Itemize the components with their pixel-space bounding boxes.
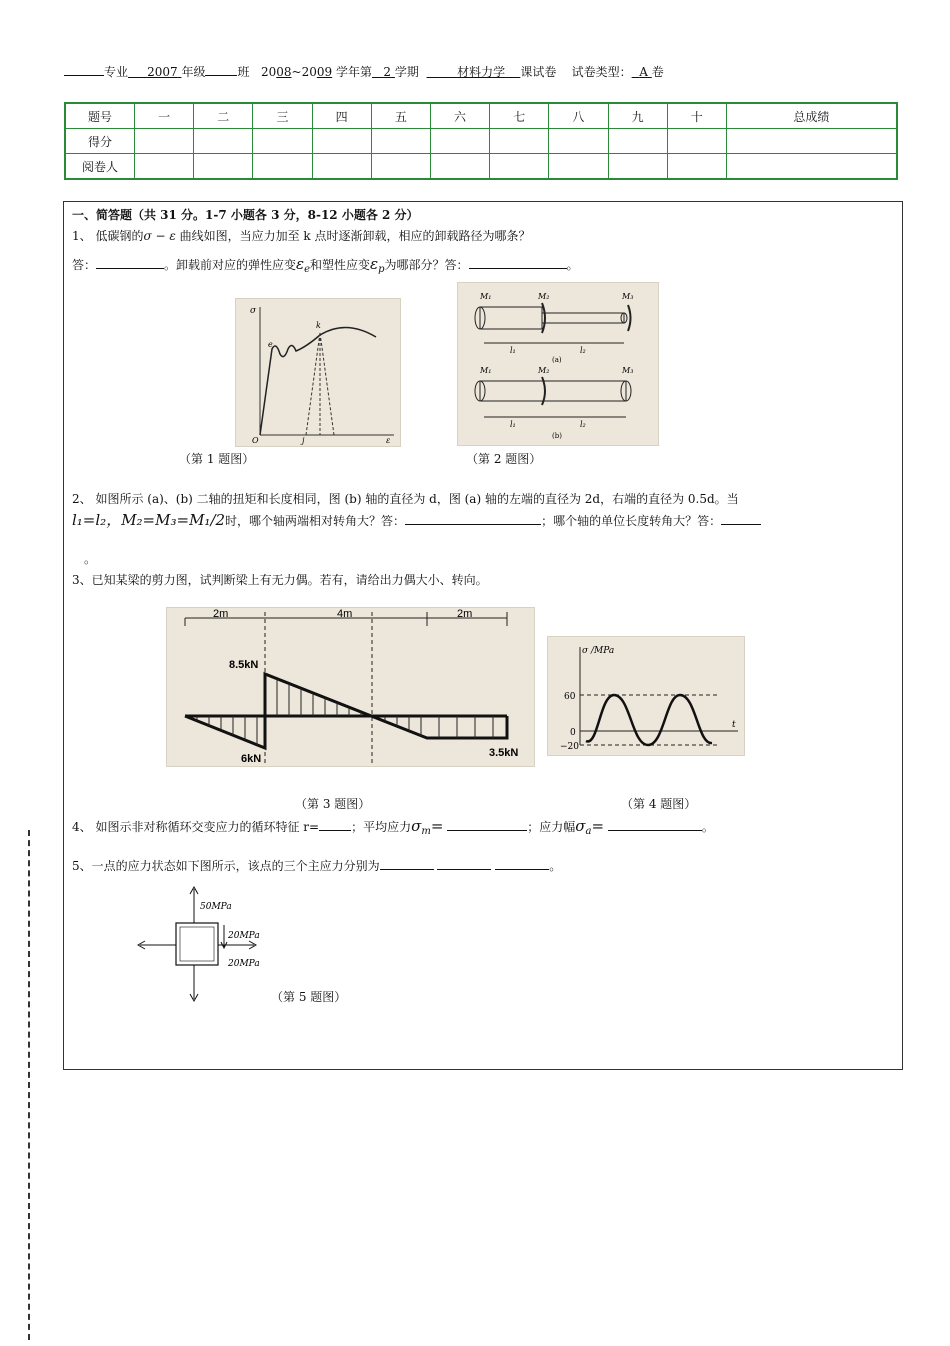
- fig2a-caption: (a): [552, 356, 562, 364]
- score-cell[interactable]: [194, 129, 253, 154]
- score-cell[interactable]: [608, 129, 667, 154]
- score-header-cell: 九: [608, 103, 667, 129]
- q5-blank-1[interactable]: [380, 857, 434, 870]
- fig2b-l1: l₁: [510, 420, 516, 429]
- grader-cell[interactable]: [135, 154, 194, 180]
- fig1-j-label: j: [302, 436, 305, 445]
- figure-5-stress-element: [134, 885, 264, 1005]
- course-label: 课试卷: [520, 65, 557, 79]
- grader-cell[interactable]: [253, 154, 312, 180]
- academic-year: 2008~2009 学年第: [260, 65, 372, 79]
- question-2-line: 2、 如图所示 (a)、(b) 二轴的扭矩和长度相同，图 (b) 轴的直径为 d，图 (a) 轴的左端的直径为 2d，右端的直径为 0.5d。当: [72, 492, 739, 506]
- score-table-header-row: [65, 103, 897, 129]
- q1-answer-blank-1[interactable]: [96, 256, 164, 269]
- course-field: 材料力学: [457, 65, 506, 79]
- score-cell[interactable]: [490, 129, 549, 154]
- major-label: 专业: [104, 65, 129, 79]
- fig2b-l2: l₂: [580, 420, 586, 429]
- score-header-cell: 十: [667, 103, 726, 129]
- score-cell[interactable]: [726, 129, 897, 154]
- exam-section-box: [63, 201, 903, 1070]
- fig2a-m2: M₂: [538, 292, 550, 301]
- fig3-value-3: 3.5kN: [489, 747, 519, 759]
- fig1-epsilon-label: ε: [386, 436, 391, 445]
- fig2a-l2: l₂: [580, 346, 586, 355]
- fig4-tick-60: 60: [564, 692, 576, 702]
- figure-1-stress-strain: [235, 298, 401, 447]
- fig1-sigma-label: σ: [250, 306, 257, 316]
- q5-blank-3[interactable]: [495, 857, 549, 870]
- major-blank[interactable]: [64, 63, 104, 76]
- grader-cell[interactable]: [667, 154, 726, 180]
- score-cell[interactable]: [253, 129, 312, 154]
- fig4-y-label: σ /MPa: [582, 646, 615, 656]
- q4-mean-blank[interactable]: [447, 818, 527, 831]
- score-cell[interactable]: [667, 129, 726, 154]
- score-cell[interactable]: [312, 129, 371, 154]
- fig5-label-2: 20MPa: [228, 931, 260, 941]
- fig5-label-1: 50MPa: [200, 902, 232, 912]
- fig5-label-3: 20MPa: [228, 959, 260, 969]
- type-label: 试卷类型：: [571, 65, 632, 79]
- fig2b-caption: (b): [552, 432, 562, 440]
- score-header-cell: 四: [312, 103, 371, 129]
- shear-force-diagram: [167, 608, 534, 766]
- score-header-cell: 二: [194, 103, 253, 129]
- figure-5-caption: （第 5 题图）: [271, 990, 347, 1004]
- fig3-value-2: 6kN: [241, 753, 262, 765]
- shafts-diagram: [458, 283, 658, 445]
- score-header-cell: 一: [135, 103, 194, 129]
- question-2-answer-line: l₁=l₂，M₂=M₃=M₁/2时，哪个轴两端相对转角大？答： ；哪个轴的单位长度转角大？答：: [72, 509, 761, 530]
- grader-cell[interactable]: [490, 154, 549, 180]
- grade-label: 年级: [181, 65, 206, 79]
- q2-answer-blank-2[interactable]: [721, 512, 761, 525]
- fig1-k-label: k: [316, 321, 321, 330]
- class-label: 班: [237, 65, 250, 79]
- stress-strain-diagram: [236, 299, 400, 446]
- figure-4-caption: （第 4 题图）: [621, 797, 697, 811]
- fig2a-m3: M₃: [622, 292, 634, 301]
- fig1-origin-label: O: [252, 436, 259, 445]
- section-title: 一、简答题（共 31 分。1-7 小题各 3 分，8-12 小题各 2 分）: [72, 208, 419, 222]
- q2-answer-blank-1[interactable]: [405, 512, 541, 525]
- q1-answer-blank-2[interactable]: [469, 256, 567, 269]
- grader-row: [65, 154, 897, 180]
- binding-cut-line: [28, 830, 30, 1340]
- fig3-value-1: 8.5kN: [229, 659, 259, 671]
- score-row: [65, 129, 897, 154]
- score-header-cell: 总成绩: [726, 103, 897, 129]
- fig2b-m2: M₂: [538, 366, 550, 375]
- year-field: 2007: [147, 65, 178, 79]
- score-cell[interactable]: [135, 129, 194, 154]
- stress-element-diagram: [134, 885, 264, 1005]
- grader-cell[interactable]: [608, 154, 667, 180]
- question-4-line: 4、 如图示非对称循环交变应力的循环特征 r= ；平均应力$\sigma_m=$ ；应力幅$\sigma_a=$ 。: [72, 817, 714, 837]
- grader-row-label: 阅卷人: [65, 154, 135, 180]
- figure-2-shafts: [457, 282, 659, 446]
- fig1-e-label: e: [268, 340, 273, 349]
- figure-3-caption: （第 3 题图）: [295, 797, 371, 811]
- grader-cell[interactable]: [430, 154, 489, 180]
- figure-4-cyclic-stress: [547, 636, 745, 756]
- fig3-dim-3: 2m: [457, 608, 473, 620]
- fig4-tick-neg20: −20: [560, 742, 579, 752]
- score-header-cell: 三: [253, 103, 312, 129]
- exam-header: [64, 63, 884, 80]
- figure-1-caption: （第 1 题图）: [179, 452, 255, 466]
- fig2b-m1: M₁: [480, 366, 492, 375]
- fig4-tick-0: 0: [570, 728, 576, 738]
- fig2b-m3: M₃: [622, 366, 634, 375]
- q4-amplitude-blank[interactable]: [608, 818, 702, 831]
- score-header-cell: 七: [490, 103, 549, 129]
- fig3-dim-1: 2m: [213, 608, 229, 620]
- score-header-cell: 题号: [65, 103, 135, 129]
- figure-3-shear-diagram: [166, 607, 535, 767]
- cyclic-stress-diagram: [548, 637, 744, 755]
- question-2-end: 。: [84, 552, 97, 566]
- fig2a-m1: M₁: [480, 292, 492, 301]
- score-cell[interactable]: [549, 129, 608, 154]
- type-suffix: 卷: [651, 65, 664, 79]
- grader-cell[interactable]: [726, 154, 897, 180]
- q5-blank-2[interactable]: [437, 857, 491, 870]
- grader-cell[interactable]: [371, 154, 430, 180]
- fig4-x-label: t: [732, 720, 736, 730]
- semester-label: 学期: [394, 65, 419, 79]
- fig2a-l1: l₁: [510, 346, 516, 355]
- figure-2-caption: （第 2 题图）: [466, 452, 542, 466]
- question-3-line: 3、已知某梁的剪力图，试判断梁上有无力偶。若有，请给出力偶大小、转向。: [72, 573, 488, 587]
- score-table: [64, 102, 898, 180]
- score-cell[interactable]: [430, 129, 489, 154]
- score-header-cell: 五: [371, 103, 430, 129]
- type-field: A: [639, 65, 648, 79]
- score-row-label: 得分: [65, 129, 135, 154]
- score-header-cell: 八: [549, 103, 608, 129]
- question-1-line: 1、 低碳钢的σ − ε 曲线如图，当应力加至 k 点时逐渐卸载，相应的卸载路径为哪条？: [72, 229, 531, 243]
- score-cell[interactable]: [371, 129, 430, 154]
- q4-r-blank[interactable]: [319, 818, 351, 831]
- grader-cell[interactable]: [194, 154, 253, 180]
- question-1-answer-line: 答： 。卸载前对应的弹性应变$\varepsilon_e$和塑性应变$\varepsilon_p$为哪部分？答： 。: [72, 255, 579, 275]
- grader-cell[interactable]: [549, 154, 608, 180]
- grader-cell[interactable]: [312, 154, 371, 180]
- class-blank[interactable]: [205, 63, 237, 76]
- semester-field: 2: [383, 65, 392, 79]
- fig3-dim-2: 4m: [337, 608, 353, 620]
- question-5-line: 5、一点的应力状态如下图所示，该点的三个主应力分别为 。: [72, 859, 562, 873]
- score-header-cell: 六: [430, 103, 489, 129]
